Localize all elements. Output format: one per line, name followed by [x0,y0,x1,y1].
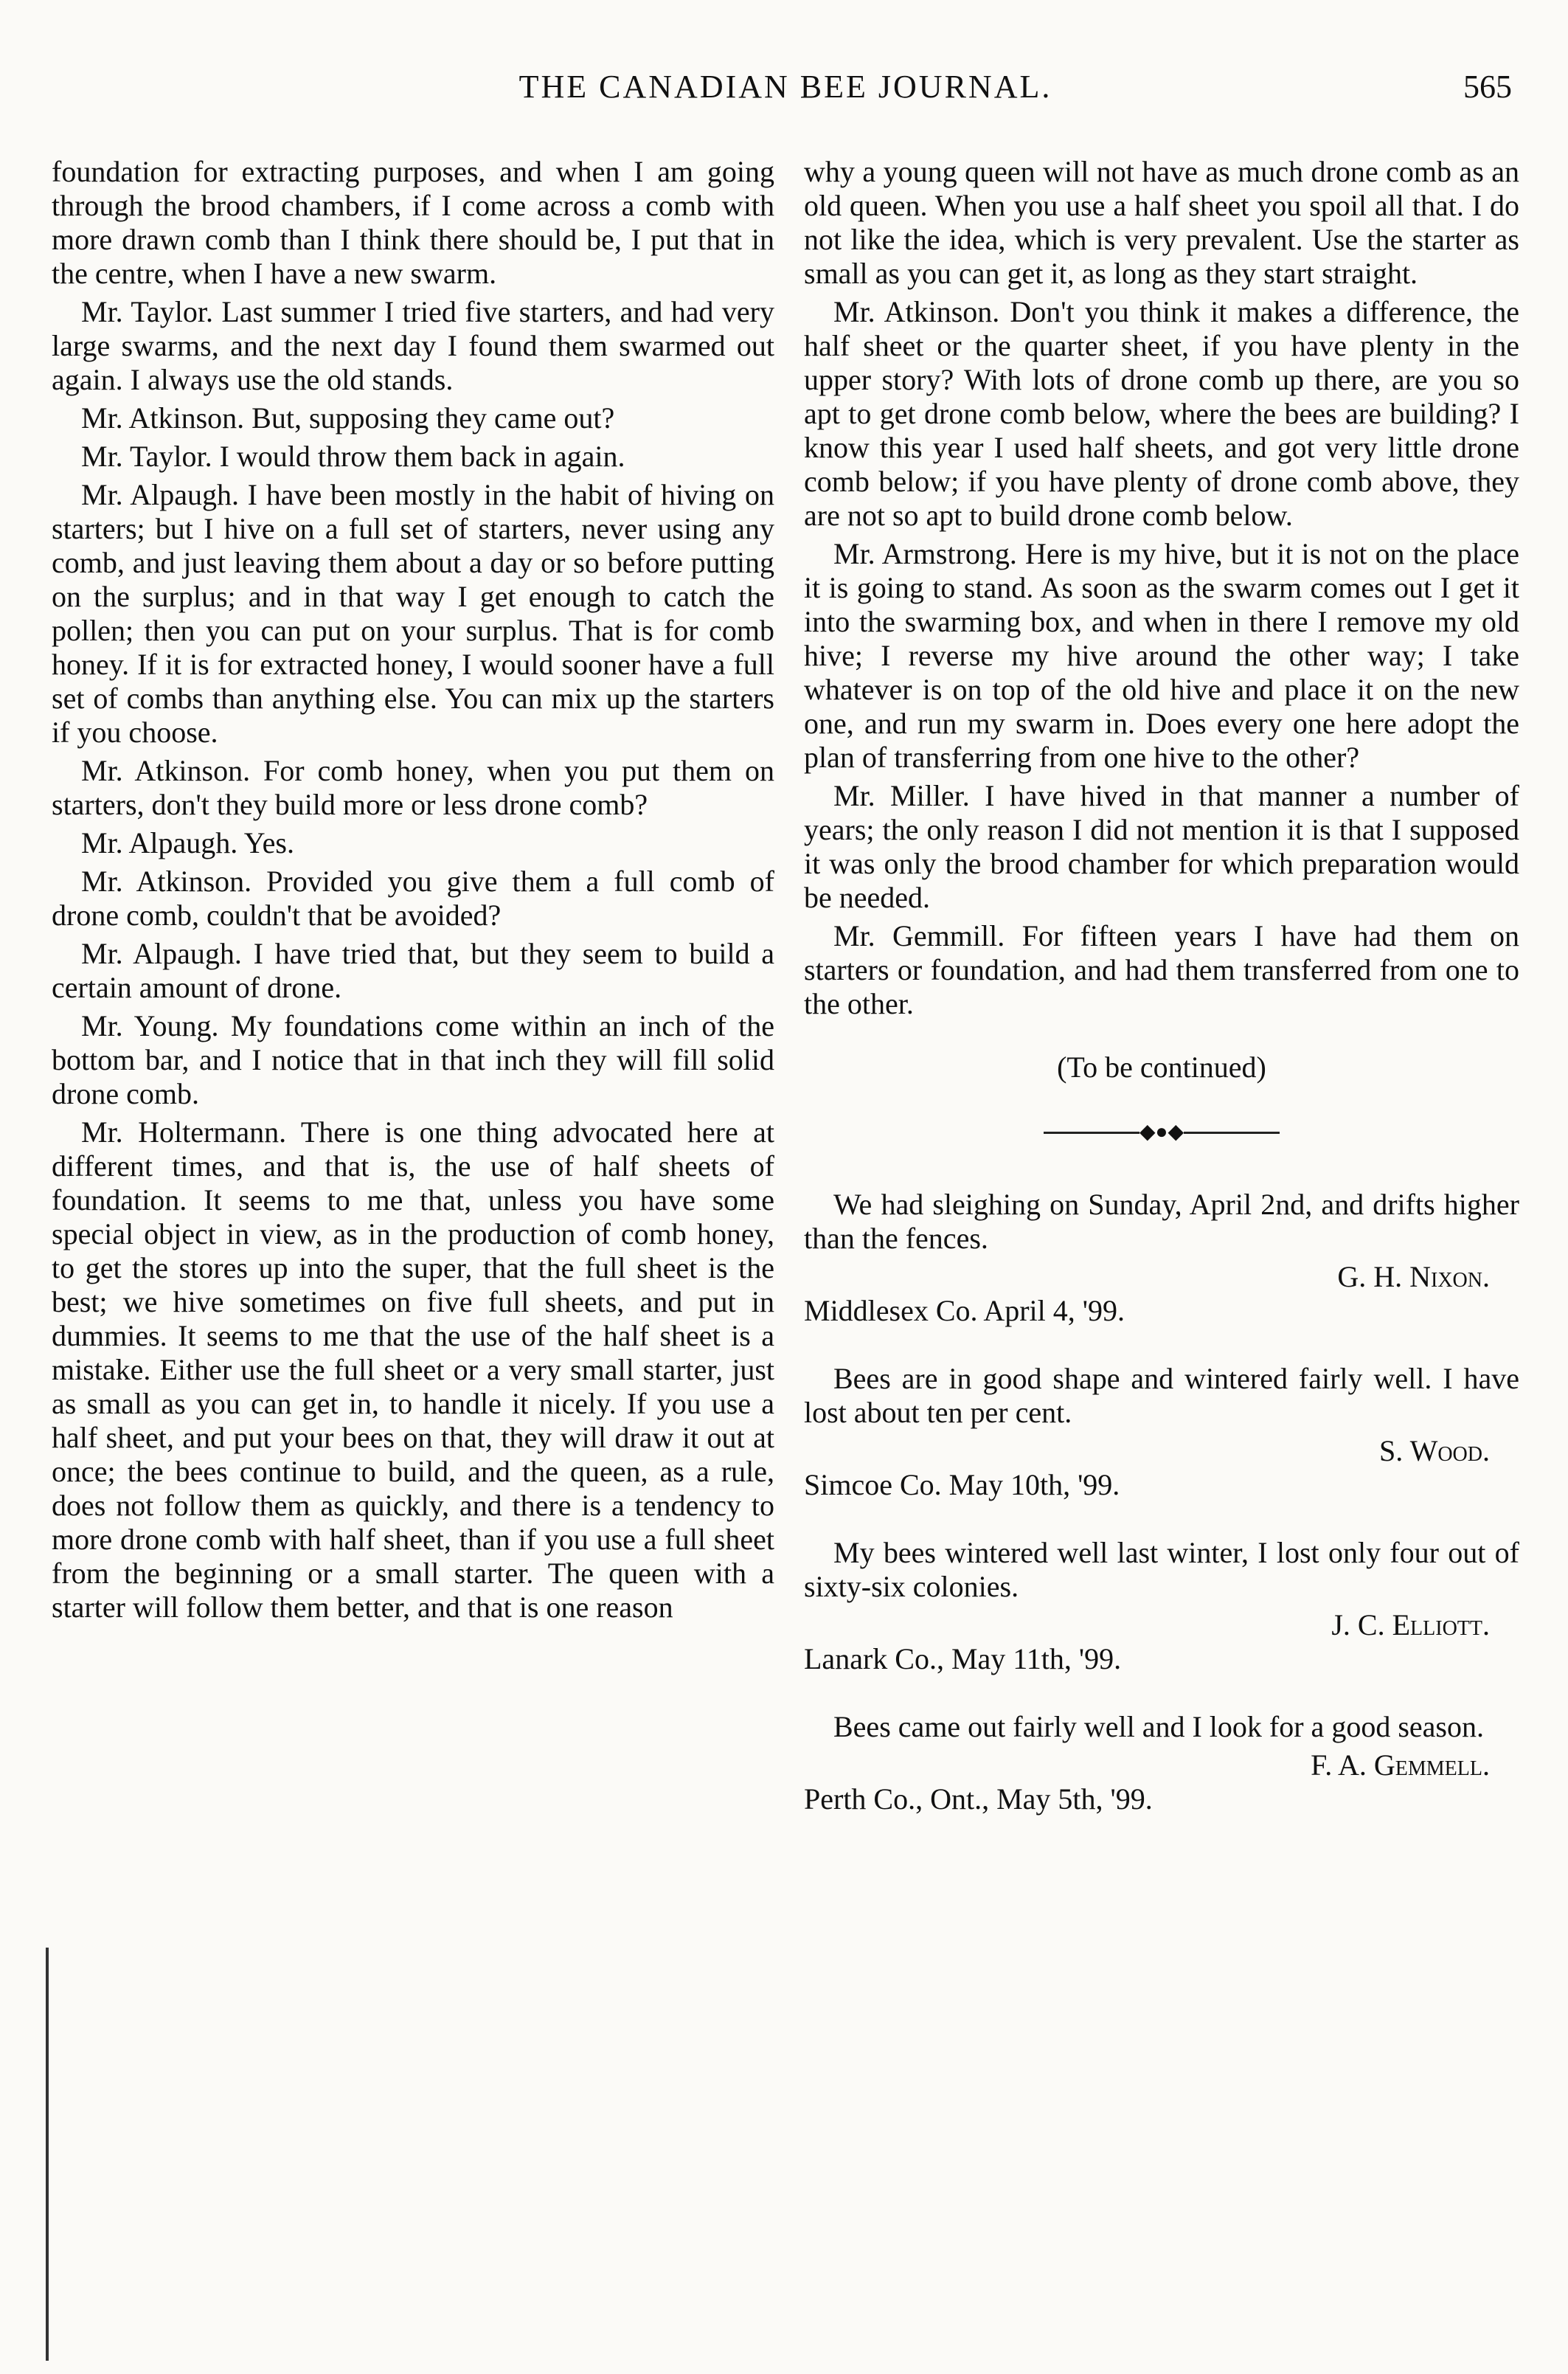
paragraph: foundation for extracting purposes, and when I am going through the brood chambers, if I come across a comb with more drawn comb than I think there should be, I put that in the centre, when I have a new swarm. [52,155,774,290]
letter-body: Bees are in good shape and wintered fairly well. I have lost about ten per cent. [804,1362,1519,1429]
paragraph: Mr. Atkinson. But, supposing they came out? [81,401,615,435]
to-be-continued: (To be continued) [1057,1051,1266,1084]
paragraph: Mr. Atkinson. Provided you give them a full comb of drone comb, couldn't that be avoided? [52,865,774,932]
letter-body: We had sleighing on Sunday, April 2nd, and drifts higher than the fences. [804,1188,1519,1255]
paragraph: Mr. Holtermann. There is one thing advocated here at different times, and that is, the use of half sheets of foundation. It seems to me that, unless you have some special object in view, as in the production of comb honey, to get the stores up into the super, that the full sheet is the best; we hive sometimes on five full sheets, and put in dummies. It seems to me that the use of the half sheet is a mistake. Either use the full sheet or a very small starter, just as small as you can get in, to handle it nicely. If you use a half sheet, and put your bees on that, they will draw it out at once; the bees continue to build, and the queen, as a rule, does not follow them as quickly, and there is a tendency to more drone comb with half sheet, than if you use a full sheet from the beginning or a small starter. The queen with a starter will follow them better, and that is one reason [52,1115,774,1624]
paragraph: Mr. Young. My foundations come within an inch of the bottom bar, and I notice that in that inch they will fill solid drone comb. [52,1009,774,1110]
ornament-divider: ◆●◆ [1044,1121,1280,1143]
letter-location: Middlesex Co. April 4, '99. [804,1294,1125,1327]
paragraph: Mr. Atkinson. Don't you think it makes a difference, the half sheet or the quarter sheet, if you have plenty in the upper story? With lots of drone comb up there, are you so apt to get drone comb below, where the bees are building? I know this year I used half sheets, and got very little drone comb below; if you have plenty of drone comb above, they are not so apt to build drone comb below. [804,295,1519,532]
letter-signature: F. A. Gemmell. [1311,1748,1490,1782]
paragraph: Mr. Alpaugh. I have been mostly in the habit of hiving on starters; but I hive on a full set of starters, never using any comb, and just leaving them about a day or so before putting on the surplus; and in that way I get enough to catch the pollen; then you can put on your surplus. That is for comb honey. If it is for extracted honey, I would sooner have a full set of combs than anything else. You can mix up the starters if you choose. [52,478,774,749]
left-column [52,155,774,1629]
paragraph: Mr. Taylor. Last summer I tried five starters, and had very large swarms, and the next day I found them swarmed out again. I always use the old stands. [52,295,774,396]
letter-location: Lanark Co., May 11th, '99. [804,1642,1122,1675]
letter-signature: J. C. Elliott. [1331,1608,1490,1641]
paragraph: Mr. Armstrong. Here is my hive, but it is not on the place it is going to stand. As soon as the swarm comes out I get it into the swarming box, and when in there I remove my old hive; I reverse my hive around the other way; I take whatever is on top of the old hive and place it on the new one, and run my swarm in. Does every one here adopt the plan of transferring from one hive to the other? [804,537,1519,774]
paragraph: Mr. Miller. I have hived in that manner a number of years; the only reason I did not mention it is that I supposed it was only the brood chamber for which preparation would be needed. [804,779,1519,914]
page-number: 565 [1463,69,1512,105]
paragraph: Mr. Taylor. I would throw them back in again. [81,440,625,473]
letter-body: My bees wintered well last winter, I lost only four out of sixty-six colonies. [804,1536,1519,1603]
journal-title: THE CANADIAN BEE JOURNAL. [518,69,1052,105]
letter-location: Simcoe Co. May 10th, '99. [804,1468,1120,1501]
letter-location: Perth Co., Ont., May 5th, '99. [804,1782,1153,1816]
page-header [59,68,1512,120]
letter [804,1188,1519,1328]
letter-signature: S. Wood. [1379,1434,1490,1467]
paragraph: Mr. Alpaugh. Yes. [81,826,294,859]
scan-margin-mark [46,1948,49,2361]
paragraph: Mr. Alpaugh. I have tried that, but they seem to build a certain amount of drone. [52,937,774,1004]
paragraph: Mr. Gemmill. For fifteen years I have had them on starters or foundation, and had them transferred from one to the other. [804,919,1519,1020]
paragraph: why a young queen will not have as much drone comb as an old queen. When you use a half sheet you spoil all that. I do not like the idea, which is very prevalent. Use the starter as small as you can get it, as long as they start straight. [804,155,1519,290]
letter [804,1362,1519,1502]
letter-signature: G. H. Nixon. [1337,1260,1490,1293]
letter [804,1536,1519,1676]
paragraph: Mr. Atkinson. For comb honey, when you put them on starters, don't they build more or less drone comb? [52,754,774,821]
right-column [804,155,1519,1850]
letter [804,1710,1519,1816]
letter-body: Bees came out fairly well and I look for a good season. [833,1710,1484,1743]
